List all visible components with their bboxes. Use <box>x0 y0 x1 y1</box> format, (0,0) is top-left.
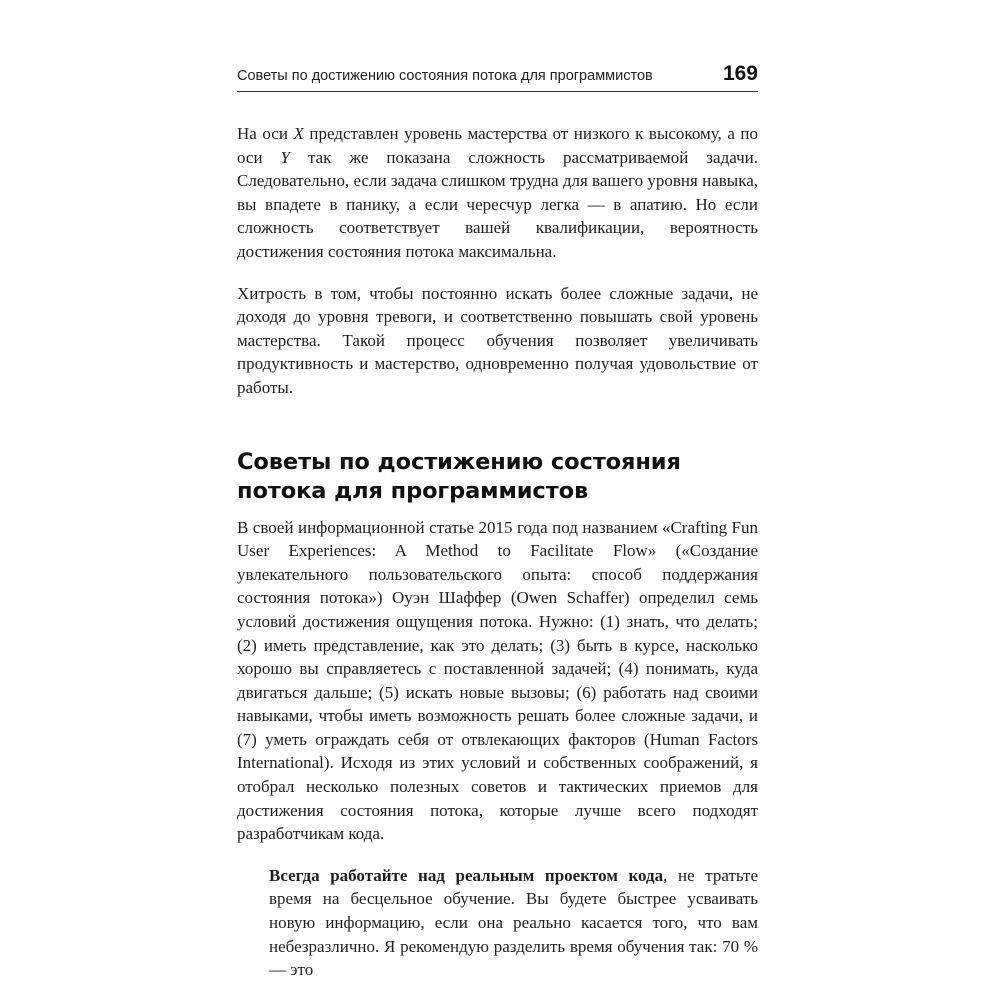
page-number: 169 <box>722 62 758 85</box>
running-title: Советы по достижению состояния потока для программистов <box>237 68 653 84</box>
running-head <box>237 62 758 92</box>
axis-y-label: Y <box>280 147 290 167</box>
axis-x-label: X <box>293 124 304 143</box>
book-page <box>237 62 758 982</box>
section-heading: Советы по достижению состояния потока для программистов <box>237 448 681 504</box>
tip-lead: Всегда работайте над реальным проектом кода <box>269 865 664 885</box>
paragraph-schaffer: В своей информационной статье 2015 года под названием «Crafting Fun User Experiences: A Method to Facilitate Flow» («Создание увлекательного пользовательского опыта: способ поддержания состояния потока») Оуэн Шаффер (Owen Schaffer) определил семь условий достижения ощущения потока. Нужно: (1) знать, что делать; (2) иметь представление, как это делать; (3) быть в курсе, насколько хорошо вы справляетесь с поставленной задачей; (4) понимать, куда двигаться дальше; (5) искать новые вызовы; (6) работать над своими навыками, чтобы иметь возможность решать более сложные задачи, и (7) уметь ограждать себя от отвлекающих факторов (Human Factors International). Исходя из этих условий и собственных соображений, я отобрал несколько полезных советов и тактических приемов для достижения состояния потока, которые лучше всего подходят разработчикам кода. <box>237 517 758 844</box>
paragraph-trick: Хитрость в том, чтобы постоянно искать более сложные задачи, не доходя до уровня тревоги, и соответственно повышать свой уровень мастерства. Такой процесс обучения позволяет увеличивать продуктивность и мастерство, одновременно получая удовольствие от работы. <box>237 283 758 397</box>
tip-paragraph <box>237 864 758 982</box>
paragraph-text: представлен уровень мастерства от низкого к высокому, а по оси <box>237 124 759 167</box>
paragraph-text: так же показана сложность рассматриваемой задачи. Следовательно, если задача слишком трудна для вашего уровня навыка, вы впадете в панику, а если чересчур легка — в апатию. Но если сложность соответствует вашей квалификации, вероятность достижения состояния потока максимальна. <box>237 147 758 261</box>
paragraph-text: На оси <box>237 124 294 143</box>
tip-text: , не тратьте время на бесцельное обучение. Вы будете быстрее усваивать новую информацию, если она реально касается того, что вам небезразлично. Я рекомендую разделить время обучения так: 70 % — это <box>269 865 758 980</box>
paragraph-axes <box>237 122 758 264</box>
